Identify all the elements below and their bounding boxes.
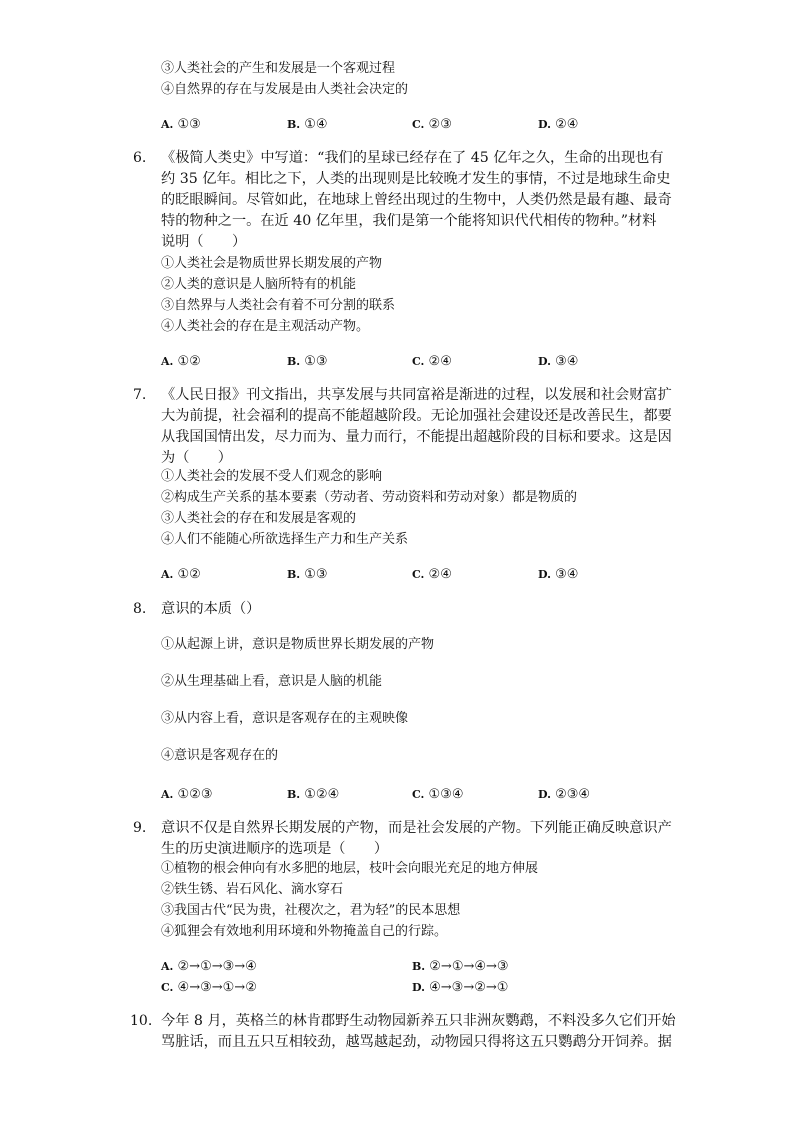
q7-item-4: ④人们不能随心所欲选择生产力和生产关系 (161, 532, 409, 547)
q9-stem-line-2: 生的历史演进顺序的选项是（ ） (161, 841, 389, 857)
q9-item-4: ④狐狸会有效地利用环境和外物掩盖自己的行踪。 (161, 924, 448, 939)
q7-item-2: ②构成生产关系的基本要素（劳动者、劳动资料和劳动对象）都是物质的 (161, 490, 578, 505)
q6-stem-line-4: 特的物种之一。在近 40 亿年里，我们是第一个能将知识代代相传的物种。”材料 (161, 213, 657, 229)
q7-option-a[interactable]: A. ①② (161, 567, 201, 582)
q6-item-2: ②人类的意识是人脑所特有的机能 (161, 277, 357, 292)
q6-option-a[interactable]: A. ①② (161, 354, 201, 369)
q10-number: 10. (130, 1013, 153, 1029)
q5-item-3: ③人类社会的产生和发展是一个客观过程 (161, 61, 396, 76)
q8-item-1: ①从起源上讲，意识是物质世界长期发展的产物 (161, 637, 435, 652)
q5-option-c[interactable]: C. ②③ (412, 117, 452, 132)
q8-item-4: ④意识是客观存在的 (161, 748, 279, 763)
q9-item-1: ①植物的根会伸向有水多肥的地层，枝叶会向眼光充足的地方伸展 (161, 861, 539, 876)
q8-item-3: ③从内容上看，意识是客观存在的主观映像 (161, 711, 409, 726)
q6-stem-line-5: 说明（ ） (161, 234, 247, 250)
q7-item-3: ③人类社会的存在和发展是客观的 (161, 511, 357, 526)
q6-stem-line-1: 《极简人类史》中写道：“我们的星球已经存在了 45 亿年之久，生命的出现也有 (161, 150, 664, 166)
q10-stem-line-1: 今年 8 月，英格兰的林肯郡野生动物园新养五只非洲灰鹦鹉，不料没多久它们开始 (161, 1013, 676, 1029)
q9-item-3: ③我国古代“民为贵，社稷次之，君为轻”的民本思想 (161, 903, 461, 918)
q5-option-b[interactable]: B. ①④ (287, 117, 328, 132)
q6-option-b[interactable]: B. ①③ (287, 354, 328, 369)
q8-item-2: ②从生理基础上看，意识是人脑的机能 (161, 674, 383, 689)
q7-number: 7. (133, 387, 147, 403)
q7-item-1: ①人类社会的发展不受人们观念的影响 (161, 469, 383, 484)
q8-option-b[interactable]: B. ①②④ (287, 787, 340, 802)
q5-item-4: ④自然界的存在与发展是由人类社会决定的 (161, 82, 409, 97)
q9-number: 9. (133, 820, 147, 836)
q7-stem-line-1: 《人民日报》刊文指出，共享发展与共同富裕是渐进的过程，以发展和社会财富扩 (161, 387, 672, 403)
q6-option-d[interactable]: D. ③④ (538, 354, 579, 369)
q7-option-b[interactable]: B. ①③ (287, 567, 328, 582)
q6-number: 6. (133, 150, 147, 166)
q9-option-c[interactable]: C. ④→③→①→② (161, 980, 257, 995)
q6-item-1: ①人类社会是物质世界长期发展的产物 (161, 256, 383, 271)
q7-option-c[interactable]: C. ②④ (412, 567, 452, 582)
q8-option-a[interactable]: A. ①②③ (161, 787, 213, 802)
q6-stem-line-2: 约 35 亿年。相比之下，人类的出现则是比较晚才发生的事情，不过是地球生命史 (161, 171, 671, 187)
q10-stem-line-2: 骂脏话，而且五只互相较劲，越骂越起劲，动物园只得将这五只鹦鹉分开饲养。据 (161, 1034, 672, 1050)
q8-stem: 意识的本质（） (161, 601, 261, 617)
q6-item-3: ③自然界与人类社会有着不可分割的联系 (161, 298, 396, 313)
q8-option-c[interactable]: C. ①③④ (412, 787, 464, 802)
q9-stem-line-1: 意识不仅是自然界长期发展的产物，而是社会发展的产物。下列能正确反映意识产 (161, 820, 672, 836)
q9-item-2: ②铁生锈、岩石风化、滴水穿石 (161, 882, 344, 897)
q6-stem-line-3: 的眨眼瞬间。尽管如此，在地球上曾经出现过的生物中，人类仍然是最有趣、最奇 (161, 192, 672, 208)
q9-option-b[interactable]: B. ②→①→④→③ (412, 959, 509, 974)
q5-option-a[interactable]: A. ①③ (161, 117, 201, 132)
q7-stem-line-2: 大为前提，社会福利的提高不能超越阶段。无论加强社会建设还是改善民生，都要 (161, 408, 672, 424)
q8-number: 8. (133, 601, 147, 617)
q7-stem-line-3: 从我国国情出发，尽力而为、量力而行，不能提出超越阶段的目标和要求。这是因 (161, 429, 672, 445)
q7-stem-line-4: 为（ ） (161, 450, 232, 466)
q7-option-d[interactable]: D. ③④ (538, 567, 579, 582)
q6-item-4: ④人类社会的存在是主观活动产物。 (161, 319, 370, 334)
q6-option-c[interactable]: C. ②④ (412, 354, 452, 369)
q9-option-a[interactable]: A. ②→①→③→④ (161, 959, 257, 974)
q8-option-d[interactable]: D. ②③④ (538, 787, 591, 802)
q9-option-d[interactable]: D. ④→③→②→① (412, 980, 509, 995)
q5-option-d[interactable]: D. ②④ (538, 117, 579, 132)
